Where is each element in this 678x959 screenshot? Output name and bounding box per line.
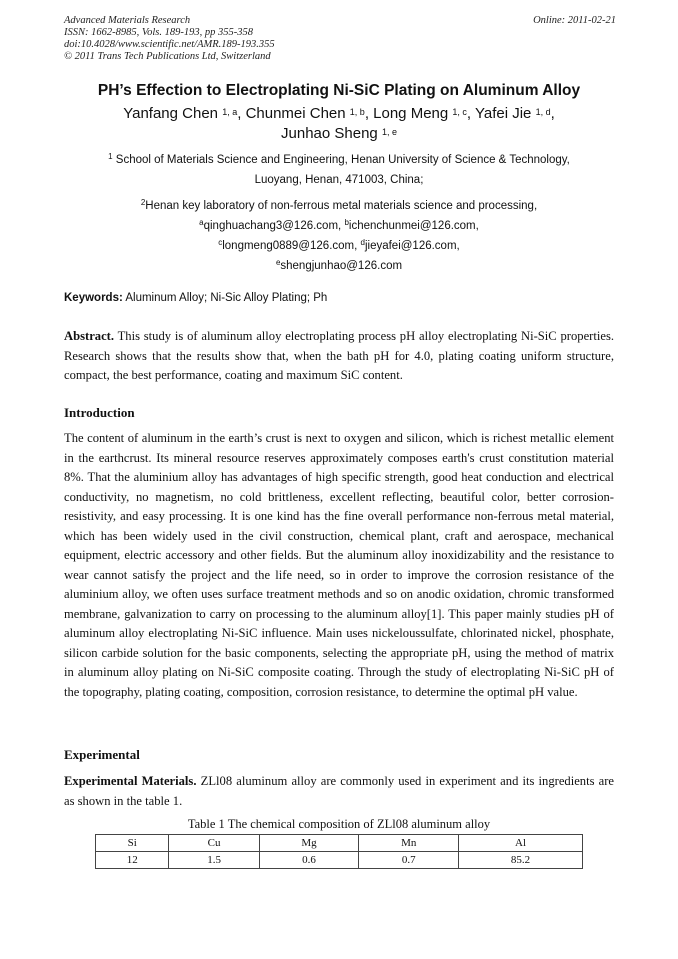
email-mark: e — [275, 258, 281, 267]
table-row — [96, 852, 583, 869]
email-address: ichenchunmei@126.com — [348, 220, 476, 232]
email-mark: a — [199, 218, 204, 227]
author-list — [60, 104, 618, 144]
journal-header — [64, 15, 275, 63]
email-mark: b — [344, 218, 349, 227]
materials-label: Experimental Materials. — [64, 774, 197, 788]
email-line — [276, 260, 402, 272]
author-separator: , — [237, 105, 246, 122]
table-header-cell: Si — [96, 835, 169, 852]
author-separator: , — [364, 105, 374, 122]
introduction-text: The content of aluminum in the earth’s crust is next to oxygen and silicon, which is richest metallic element in the earthcrust. Its mineral resource reserves approximately composes earth's crust constitution material 8%. That the aluminium alloy has advantages of high specific strength, good heat conduction and electrical conductivity, no magnetism, no cold brittleness, excellent reflecting, beautiful color, better corrosion-resistivity, and easy processing. It is one kind has the fine overall performance non-ferrous metal material, which has been widely used in the civil construction, chemical plant, craft and aerospace, mechanical equipment, electric accessory and other fields. But the aluminum alloy inoxidizability and the resistance to wear cannot satisfy the project and the life need, so in order to improve the corrosion resistance of the aluminium alloy, we often uses surface treatment methods and so on anodic oxidation, chromic transformed membrane, galvanization to carry on processing to the aluminum alloy[1]. This paper mainly studies pH of aluminum alloy electroplating Ni-SiC influence. Main uses nickeloussulfate, chlorinated nickel, phosphate, silicon carbide solution for the basic components, selecting the appropriate pH, using the method of matrix in aluminum alloy plating on Ni-SiC composite coating. Through the study of electroplating Ni-SiC pH of the topography, plating coating, composition, corrosion resistance, to determine the optimal pH value. — [64, 431, 614, 699]
affiliation-mark: 1 — [108, 152, 113, 161]
author-name: Chunmei Chen — [245, 105, 346, 122]
table-header-row — [96, 835, 583, 852]
email-address: jieyafei@126.com — [364, 240, 457, 252]
author-separator: , — [466, 105, 475, 122]
author-affiliation-mark: 1, a — [222, 107, 238, 117]
email-line: $^a$qinghuachang3@126.com, $^b$ichenchunmei@126.com, — [199, 218, 479, 232]
author-name: Junhao Sheng — [281, 125, 378, 142]
online-date: Online: 2011-02-21 — [533, 15, 616, 26]
author-affiliation-mark: 1, e — [381, 127, 397, 137]
author-affiliation-mark: 1, d — [535, 107, 551, 117]
experimental-materials — [64, 772, 614, 811]
author-name: Yanfang Chen — [123, 105, 219, 122]
table-header-cell: Al — [459, 835, 583, 852]
abstract — [64, 327, 614, 386]
keywords-text: Aluminum Alloy; Ni-Sic Alloy Plating; Ph — [122, 292, 328, 304]
table-header-cell: Mg — [259, 835, 359, 852]
affiliation-1 — [60, 150, 618, 190]
email-address: qinghuachang3@126.com — [203, 220, 339, 232]
table-cell: 12 — [96, 852, 169, 869]
keywords — [64, 292, 327, 304]
table-caption: Table 1 The chemical composition of ZLl08 aluminum alloy — [187, 817, 491, 831]
email-line: $^c$longmeng0889@126.com, $^d$jieyafei@126.com, — [218, 238, 460, 252]
journal-name: Advanced Materials Research — [64, 15, 191, 26]
affiliation-text: Luoyang, Henan, 471003, China; — [254, 174, 424, 186]
affiliation-text: School of Materials Science and Engineering, Henan University of Science & Technology, — [112, 154, 570, 166]
affiliation-mark: 2 — [140, 198, 146, 207]
paper-title: PH’s Effection to Electroplating Ni-SiC Plating on Aluminum Alloy — [97, 82, 581, 99]
email-mark: d — [360, 238, 365, 247]
email-mark: c — [218, 238, 223, 247]
experimental-heading: Experimental — [64, 747, 140, 762]
abstract-text: This study is of aluminum alloy electroplating process pH alloy electroplating Ni-SiC properties. Research shows that the results show that, when the bath pH for 4.0, plating coating uniform structure, compact, the best performance, coating and maximum SiC content. — [64, 329, 614, 382]
materials-text: ZLl08 aluminum alloy are commonly used in experiment and its ingredients are as shown in the table 1. — [64, 774, 614, 808]
introduction-heading: Introduction — [64, 405, 135, 420]
author-name: Yafei Jie — [474, 105, 532, 122]
email-address: longmeng0889@126.com — [222, 240, 355, 252]
table-cell: 0.6 — [259, 852, 359, 869]
affiliation-2 — [60, 196, 618, 276]
table-cell: 85.2 — [459, 852, 583, 869]
email-address: shengjunhao@126.com — [280, 260, 403, 272]
doi-line: doi:10.4028/www.scientific.net/AMR.189-193.355 — [64, 39, 275, 50]
affiliation-text: Henan key laboratory of non-ferrous metal materials science and processing, — [145, 200, 538, 212]
table-cell: 1.5 — [169, 852, 259, 869]
author-name: Long Meng — [373, 105, 449, 122]
copyright-line: © 2011 Trans Tech Publications Ltd, Switzerland — [64, 51, 271, 62]
author-affiliation-mark: 1, b — [349, 107, 365, 117]
author-affiliation-mark: 1, c — [452, 107, 467, 117]
composition-table — [95, 834, 583, 869]
abstract-label: Abstract. — [64, 329, 115, 343]
table-cell: 0.7 — [359, 852, 459, 869]
keywords-label: Keywords: — [64, 292, 123, 304]
table-header-cell: Cu — [169, 835, 259, 852]
table-header-cell: Mn — [359, 835, 459, 852]
author-separator: , — [550, 105, 555, 122]
issn-line: ISSN: 1662-8985, Vols. 189-193, pp 355-358 — [64, 27, 253, 38]
